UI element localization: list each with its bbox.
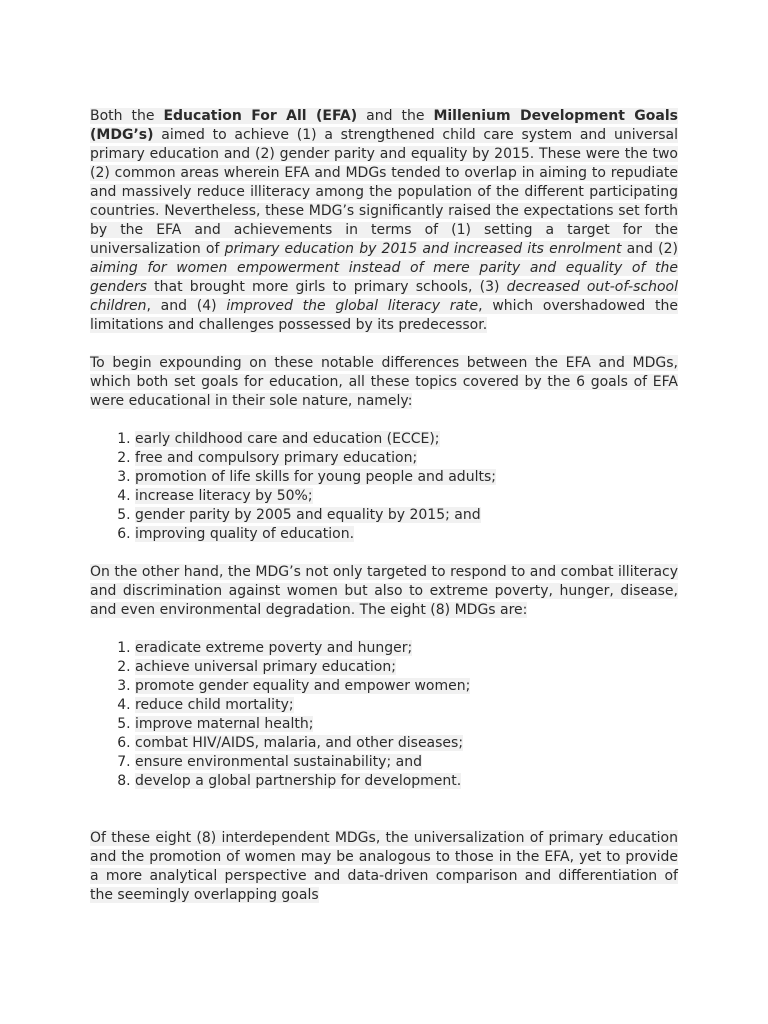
list-item: 8. develop a global partnership for development. <box>135 772 678 791</box>
list-item: 2. free and compulsory primary education; <box>135 449 678 468</box>
list-item: 1. early childhood care and education (ECCE); <box>135 430 678 449</box>
text-run: Both the <box>90 108 164 124</box>
list-item: 5. gender parity by 2005 and equality by 2015; and <box>135 506 678 525</box>
text-run: aimed to achieve (1) a strengthened child care system and universal primary education and (2) gender parity and equality by 2015. These were the two (2) common areas wherein EFA and MDGs tended to overlap in aiming to repudiate and massively reduce illiteracy among the population of the different participating countries. Nevertheless, these MDG’s significantly raised the expectations set forth by the EFA and achievements in terms of (1) setting a target for the universalization of <box>90 127 678 257</box>
paragraph-intro <box>90 107 678 335</box>
paragraph-text: To begin expounding on these notable differences between the EFA and MDGs, which both set goals for education, all these topics covered by the 6 goals of EFA were educational in their sole nature, namely: <box>90 355 678 409</box>
bold-term-efa: Education For All (EFA) <box>163 108 358 124</box>
list-item: 6. combat HIV/AIDS, malaria, and other diseases; <box>135 734 678 753</box>
list-item: 3. promotion of life skills for young people and adults; <box>135 468 678 487</box>
blank-line <box>90 810 678 829</box>
italic-phrase: aiming for women empowerment instead of mere parity and equality of the genders <box>90 260 678 295</box>
list-item: 4. reduce child mortality; <box>135 696 678 715</box>
paragraph-mdg-intro <box>90 563 678 620</box>
italic-phrase: improved the global literacy rate <box>226 298 479 314</box>
list-item: 5. improve maternal health; <box>135 715 678 734</box>
paragraph-text: On the other hand, the MDG’s not only targeted to respond to and combat illiteracy and discrimination against women but also to extreme poverty, hunger, disease, and even environmental degradation. The eight (8) MDGs are: <box>90 564 678 618</box>
list-item: 4. increase literacy by 50%; <box>135 487 678 506</box>
list-item: 7. ensure environmental sustainability; and <box>135 753 678 772</box>
document-body <box>90 107 678 905</box>
paragraph-efa-intro <box>90 354 678 411</box>
text-run: , which overshadowed the limitations and challenges possessed by its predecessor. <box>90 298 678 333</box>
mdg-goals-list <box>90 639 678 791</box>
text-run: that brought more girls to primary schools, (3) <box>146 279 507 295</box>
list-item: 2. achieve universal primary education; <box>135 658 678 677</box>
text-run: , and (4) <box>146 298 227 314</box>
list-item: 1. eradicate extreme poverty and hunger; <box>135 639 678 658</box>
paragraph-text: Of these eight (8) interdependent MDGs, the universalization of primary education and the promotion of women may be analogous to those in the EFA, yet to provide a more analytical perspective and data-driven comparison and differentiation of the seemingly overlapping goals <box>90 830 678 903</box>
italic-phrase: decreased out-of-school children <box>90 279 678 314</box>
list-item: 6. improving quality of education. <box>135 525 678 544</box>
italic-phrase: primary education by 2015 and increased its enrolment <box>224 241 622 257</box>
text-run: and (2) <box>621 241 678 257</box>
text-run: and the <box>357 108 434 124</box>
paragraph-comparison <box>90 829 678 905</box>
list-item: 3. promote gender equality and empower women; <box>135 677 678 696</box>
bold-term-mdg: Millenium Development Goals (MDG’s) <box>90 108 678 143</box>
efa-goals-list <box>90 430 678 544</box>
